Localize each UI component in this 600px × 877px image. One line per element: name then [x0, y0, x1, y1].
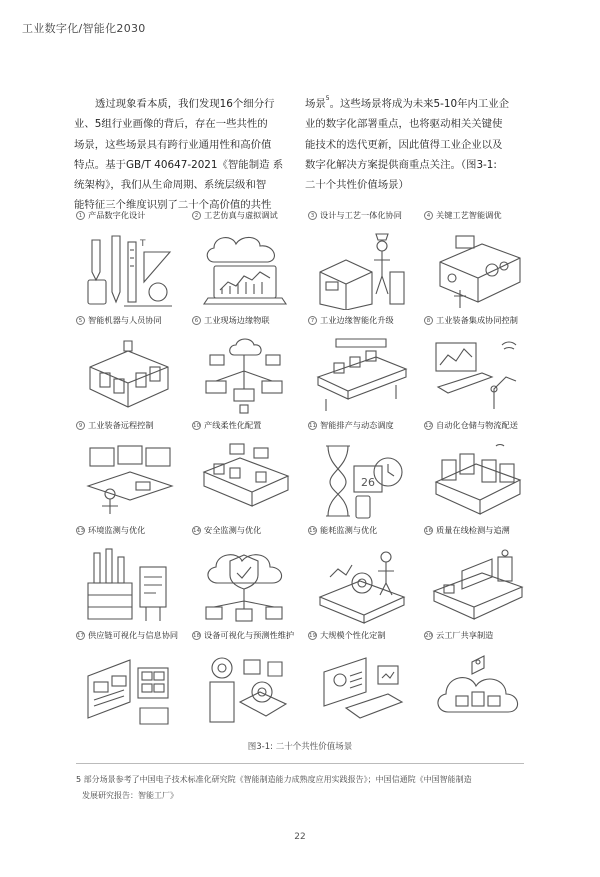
body-left-column [74, 94, 286, 216]
shield-cloud-icon [200, 547, 292, 625]
custom-screen-icon [316, 652, 408, 730]
scene-number: 1 [76, 211, 85, 220]
scene-number: 15 [309, 528, 316, 534]
body-line: 统架构》，我们从生命周期、系统层级和智 [74, 179, 267, 192]
scene-tile [192, 630, 300, 732]
scene-label: 工艺仿真与虚拟调试 [204, 210, 278, 220]
scene-label: 智能排产与动态调度 [320, 420, 394, 430]
control-room-icon [84, 442, 176, 520]
scene-tile [424, 525, 532, 627]
scene-tile [192, 525, 300, 627]
scene-label: 云工厂共享制造 [436, 630, 494, 640]
robot-station-icon [84, 337, 176, 415]
factory-monitor-icon [84, 547, 176, 625]
scene-tile [192, 315, 300, 417]
footnote-line: 发展研究报告：智能工厂》 [82, 791, 178, 800]
scene-number: 4 [424, 211, 433, 220]
footnote-ref[interactable]: 5 [325, 95, 330, 102]
scene-label: 能耗监测与优化 [320, 525, 378, 535]
scene-tile [76, 315, 184, 417]
scene-number: 9 [76, 421, 85, 430]
scene-number: 7 [308, 316, 317, 325]
scene-label: 环境监测与优化 [88, 525, 146, 535]
scene-tile [76, 420, 184, 522]
scene-number: 10 [193, 423, 200, 429]
scene-label: 自动化仓储与物流配送 [436, 420, 518, 430]
scene-label: 工业边缘智能化升级 [320, 315, 394, 325]
scene-label: 设备可视化与预测性维护 [204, 630, 295, 640]
scene-number: 12 [425, 423, 432, 429]
hourglass-calendar-icon [316, 442, 408, 520]
scene-number: 13 [77, 528, 84, 534]
page-number: 22 [294, 832, 306, 842]
scene-tile [76, 630, 184, 732]
scene-number: 6 [192, 316, 201, 325]
scene-label: 智能机器与人员协同 [88, 315, 162, 325]
body-line: 透过现象看本质，我们发现16个细分行 [95, 98, 275, 110]
body-line: 特点。基于GB/T 40647-2021《智能制造 系 [74, 158, 284, 171]
scene-tile [308, 210, 416, 312]
scene-label: 质量在线检测与追溯 [436, 525, 510, 535]
scene-label: 安全监测与优化 [204, 525, 262, 535]
conveyor-icon [316, 337, 408, 415]
body-line: 能特征三个维度识别了二十个高价值的共性 [74, 199, 272, 212]
body-line: 场景，这些场景具有跨行业通用性和高价值 [74, 138, 272, 151]
scene-tile [308, 315, 416, 417]
scene-label: 大规模个性化定制 [320, 630, 386, 640]
energy-worker-icon [316, 547, 408, 625]
scene-number: 16 [425, 528, 432, 534]
scene-number: 17 [77, 633, 84, 639]
scene-label: 产线柔性化配置 [204, 420, 262, 430]
scene-tile [424, 420, 532, 522]
body-right-column [305, 94, 517, 195]
scene-number: 20 [425, 633, 432, 639]
scene-tile [192, 420, 300, 522]
scene-tile [424, 630, 532, 732]
svg-text:26: 26 [361, 476, 375, 489]
scene-tile [308, 630, 416, 732]
scene-number: 8 [424, 316, 433, 325]
scene-number: 3 [308, 211, 317, 220]
scene-label: 工业装备远程控制 [88, 420, 154, 430]
body-line: 数字化解决方案提供商重点关注。（图3-1: [305, 158, 497, 171]
scene-label: 设计与工艺一体化协同 [320, 210, 402, 220]
footnote-divider [76, 763, 524, 764]
running-header: 工业数字化/智能化2030 [22, 22, 146, 35]
inspection-line-icon [432, 547, 524, 625]
scene-tile [192, 210, 300, 312]
robot-arm-screen-icon [432, 337, 524, 415]
design-tools-icon [84, 232, 176, 310]
scene-label: 工业装备集成协同控制 [436, 315, 518, 325]
scene-number: 14 [193, 528, 200, 534]
scene-label: 关键工艺智能调优 [436, 210, 502, 220]
figure-caption: 图3-1: 二十个共性价值场景 [247, 742, 353, 752]
cnc-lathe-icon [432, 232, 524, 310]
scene-label: 供应链可视化与信息协同 [88, 630, 179, 640]
cloud-laptop-icon [200, 232, 292, 310]
scene-tile [76, 210, 184, 312]
body-line: 场景 [305, 98, 326, 110]
edge-network-icon [200, 337, 292, 415]
cloud-factory-icon [432, 652, 524, 730]
scene-number: 5 [76, 316, 85, 325]
scene-grid [76, 210, 516, 730]
scene-tile [424, 210, 532, 312]
body-line: 业的数字化部署重点，也将驱动相关关键使 [305, 118, 503, 131]
scene-tile [76, 525, 184, 627]
scene-label: 工业现场边缘物联 [204, 315, 270, 325]
scene-number: 19 [309, 633, 316, 639]
scene-tile [308, 525, 416, 627]
warehouse-agv-icon [432, 442, 524, 520]
body-line: 能技术的迭代更新，因此值得工业企业以及 [305, 138, 503, 151]
body-line: 业、5组行业画像的背后，存在一些共性的 [74, 118, 268, 131]
svg-text:T: T [140, 239, 146, 249]
scene-number: 11 [309, 423, 316, 429]
scene-tile [308, 420, 416, 522]
footnote [76, 772, 526, 804]
maintenance-gear-icon [200, 652, 292, 730]
supply-dashboard-icon [84, 652, 176, 730]
engineer-machine-icon [316, 232, 408, 310]
scene-number: 18 [193, 633, 200, 639]
scene-number: 2 [192, 211, 201, 220]
scene-label: 产品数字化设计 [88, 210, 146, 220]
flexible-line-icon [200, 442, 292, 520]
scene-tile [424, 315, 532, 417]
footnote-line: 5 部分场景参考了中国电子技术标准化研究院《智能制造能力成熟度应用实践报告》；中国信通院《中国智能制造 [76, 775, 472, 784]
body-line: 二十个共性价值场景） [305, 179, 409, 192]
body-line: 。这些场景将成为未来5-10年内工业企 [329, 98, 510, 110]
